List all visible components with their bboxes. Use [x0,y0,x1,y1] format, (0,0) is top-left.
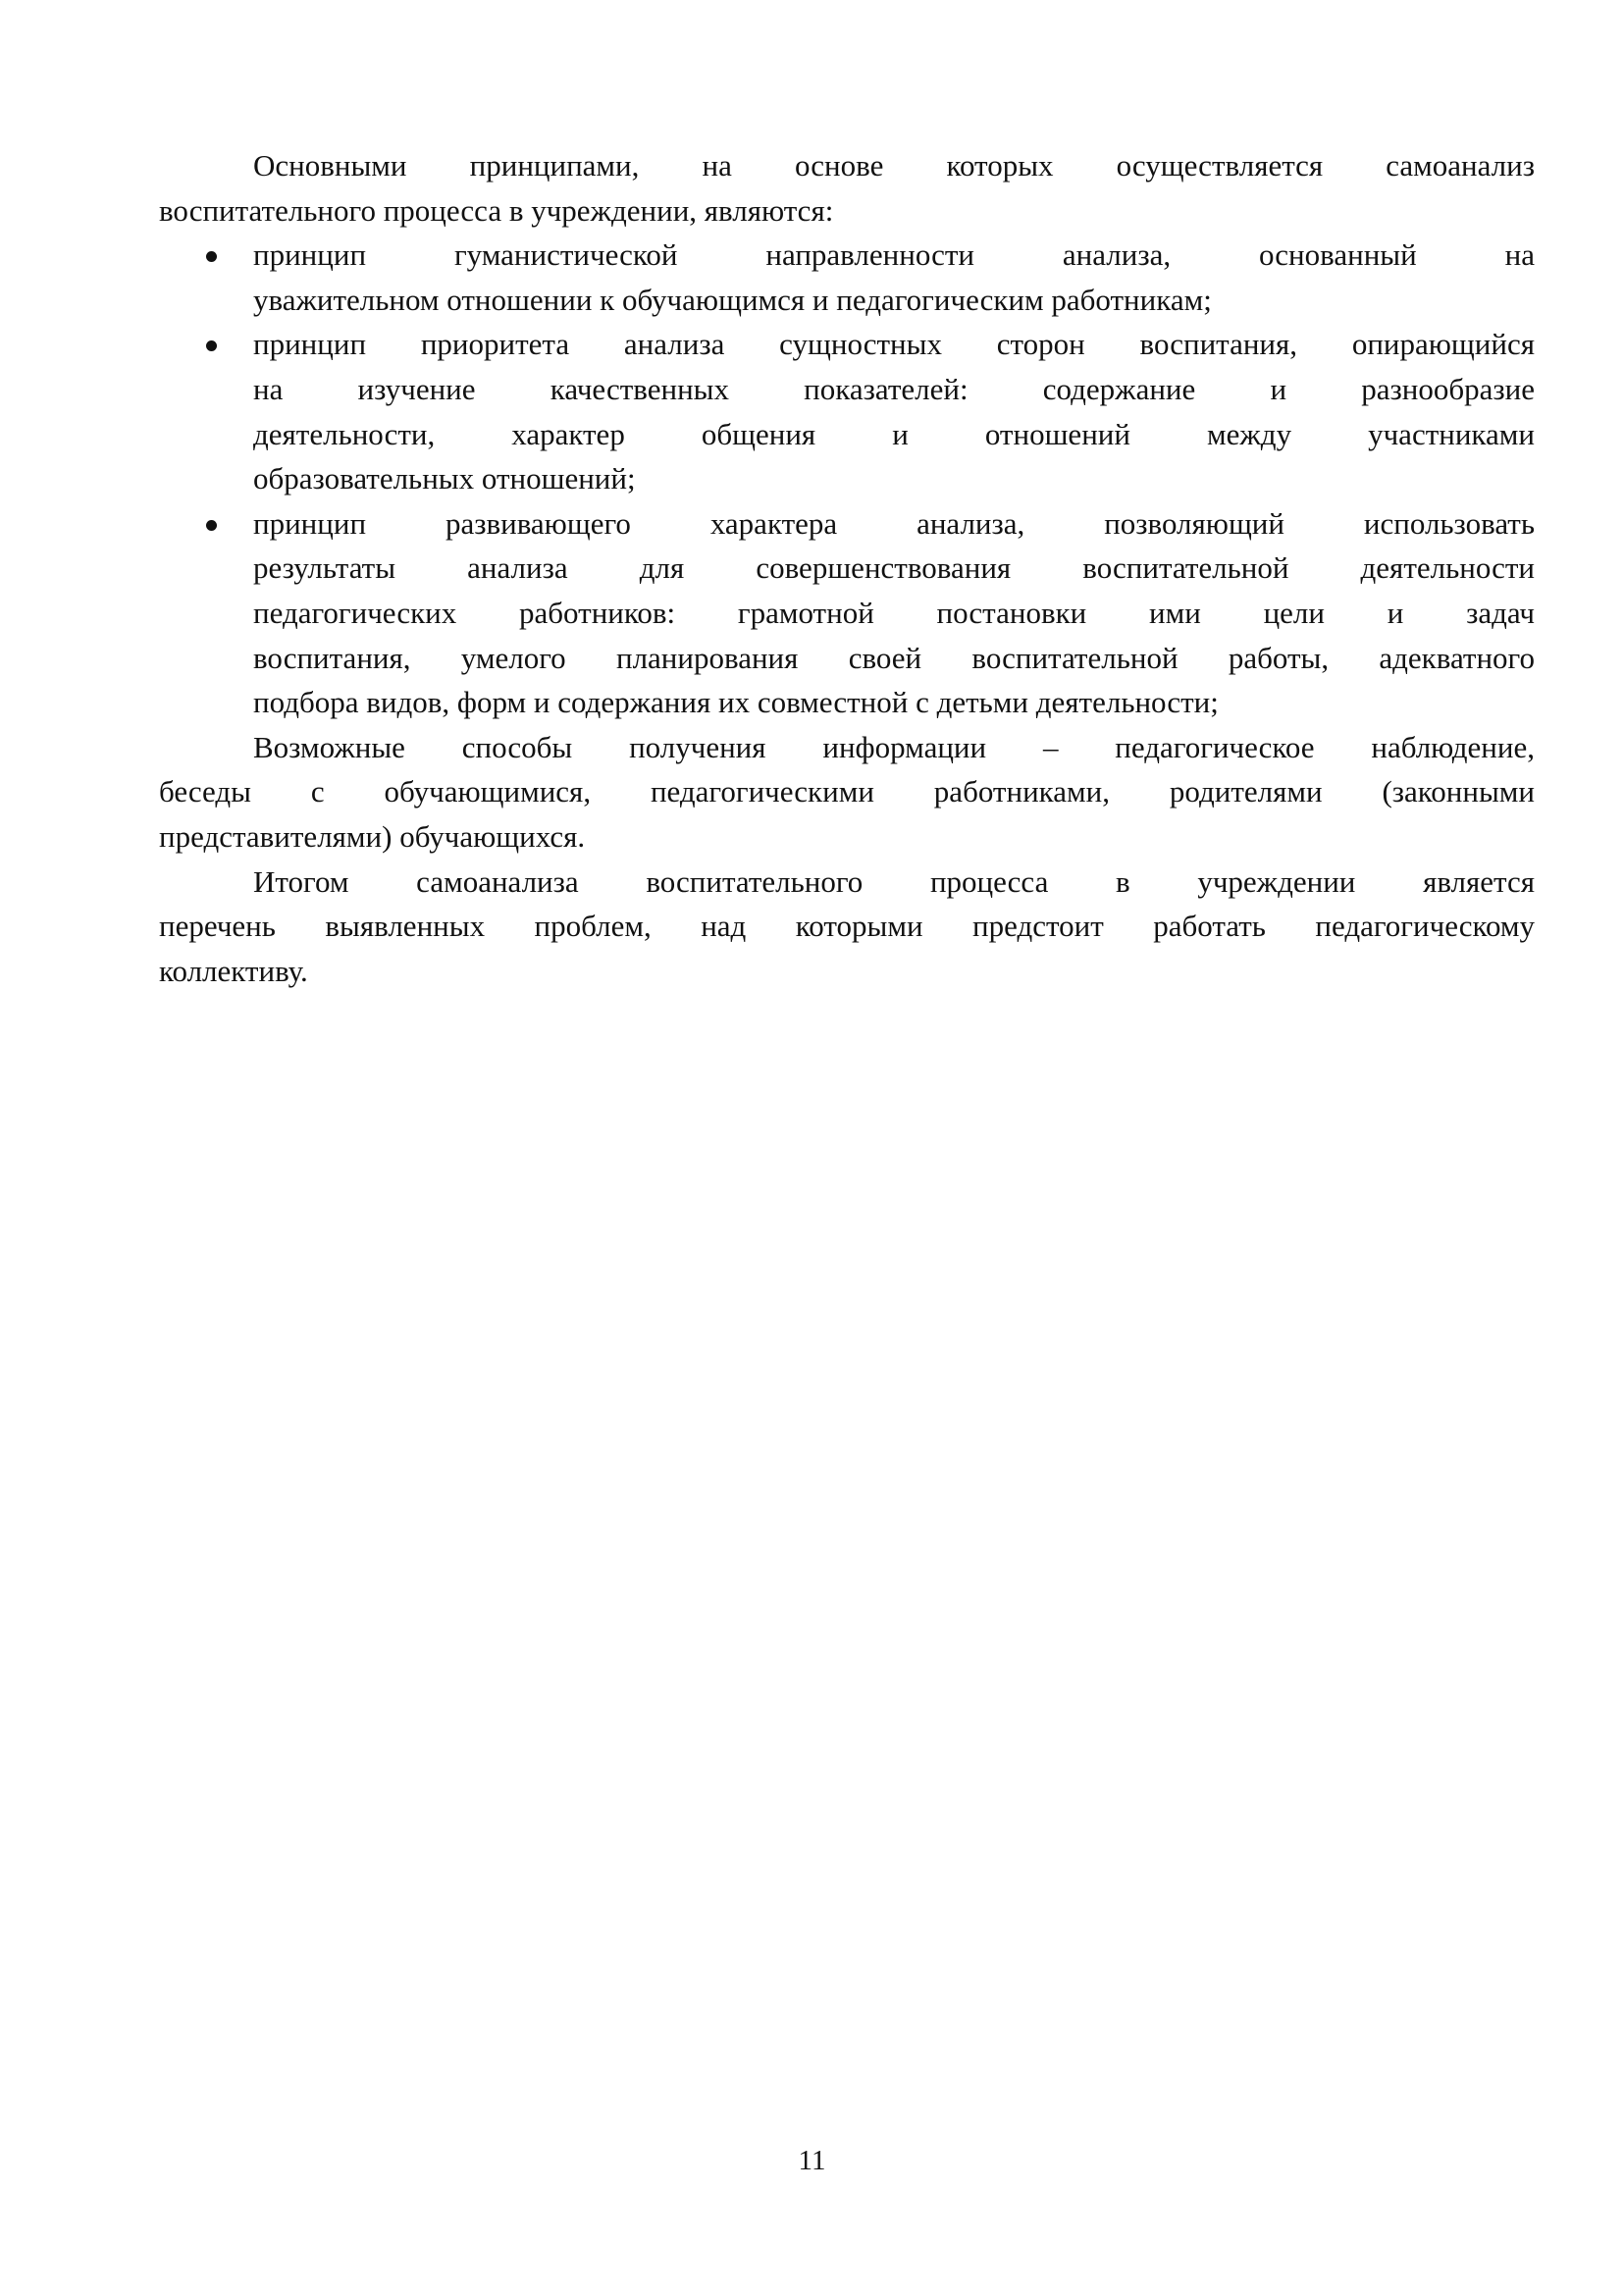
text-line: на изучение качественных показателей: содержание и разнообразие [253,371,1535,406]
bullet-icon [206,340,217,351]
text-line: принцип развивающего характера анализа, позволяющий использовать [253,505,1535,541]
text-line: подбора видов, форм и содержания их совместной с детьми деятельности; [253,685,1219,720]
paragraph [159,860,1535,994]
text-line: воспитательного процесса в учреждении, являются: [159,192,834,228]
bullet-icon [206,251,217,262]
text-line: уважительном отношении к обучающимся и педагогическим работникам; [253,282,1212,317]
text-line: педагогических работников: грамотной постановки ими цели и задач [253,595,1535,630]
bullet-icon [206,520,217,531]
bullet-item [159,233,1535,322]
text-line: Итогом самоанализа воспитательного процесса в учреждении является [253,863,1535,899]
paragraph [159,143,1535,233]
bullet-item [159,322,1535,500]
text-line: представителями) обучающихся. [159,818,586,854]
text-line: коллективу. [159,953,308,988]
text-line: Возможные способы получения информации – педагогическое наблюдение, [253,729,1535,764]
text-line: образовательных отношений; [253,461,636,496]
bullet-item [159,501,1535,725]
text-line: беседы с обучающимися, педагогическими работниками, родителями (законными [159,774,1535,809]
text-line: воспитания, умелого планирования своей воспитательной работы, адекватного [253,640,1535,675]
text-line: принцип приоритета анализа сущностных сторон воспитания, опирающийся [253,327,1535,362]
text-line: деятельности, характер общения и отношений между участниками [253,416,1535,451]
text-line: принцип гуманистической направленности анализа, основанный на [253,237,1535,273]
text-line: перечень выявленных проблем, над которыми предстоит работать педагогическому [159,909,1535,944]
document-body [159,143,1535,993]
text-line: Основными принципами, на основе которых осуществляется самоанализ [253,148,1535,183]
page-number: 11 [798,2145,826,2176]
text-line: результаты анализа для совершенствования воспитательной деятельности [253,550,1535,586]
paragraph [159,725,1535,860]
